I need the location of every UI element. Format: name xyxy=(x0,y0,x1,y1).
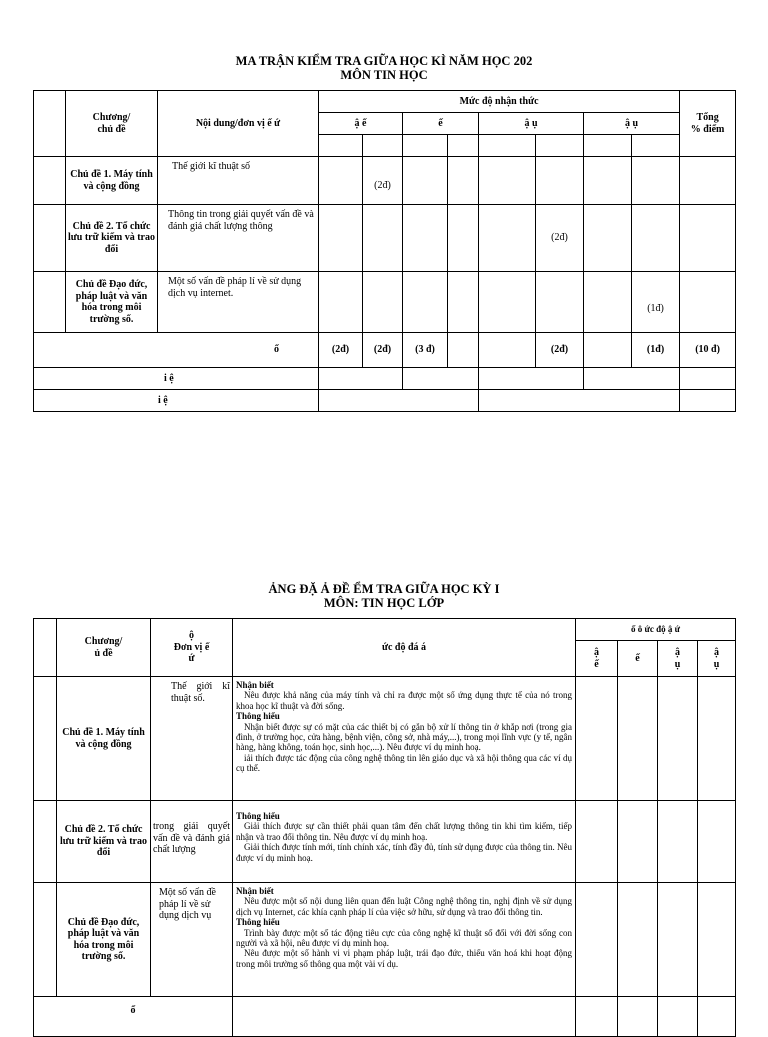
criteria-text: Nêu được một số hành vi vi phạm pháp luật, trái đạo đức, thiếu văn hoá khi hoạt động trong môi trường số thông qua một vài ví dụ. xyxy=(236,948,572,969)
table-cell xyxy=(403,368,479,390)
level-sub-4: ậ ụ xyxy=(584,113,680,135)
total-value: (2đ) xyxy=(363,333,403,368)
chapter-cell: Chủ đề Đạo đức, pháp luật và văn hóa trong môi trường số. xyxy=(66,272,158,333)
table-cell xyxy=(658,883,698,997)
criteria-heading: Thông hiểu xyxy=(236,711,280,722)
criteria-text: Nhận biết được sự có mặt của các thiết bị có gắn bộ xử lí thông tin ở khắp nơi (trong gia đình, ở trường học, cửa hàng, bệnh viện, công sở, nhà máy,...), trong mọi lĩnh vực (y tế, ngân hàng, hàng không, toán học, sinh học,...). Nêu được ví dụ minh hoạ. xyxy=(236,721,572,753)
table-cell xyxy=(479,272,536,333)
table-row xyxy=(34,205,736,272)
table-cell xyxy=(584,135,632,157)
total-label: ổ xyxy=(34,997,233,1037)
criteria-text: Giải thích được tính mới, tính chính xác, tính đầy đủ, tính sử dụng được của thông tin. Nêu được ví dụ minh hoạ. xyxy=(236,842,572,863)
count-sub-3: ậ ụ xyxy=(658,641,698,677)
criteria-text: Nêu được một số nội dung liên quan đến luật Công nghệ thông tin, nghị định về sử dụng dịch vụ Internet, các khía cạnh pháp lí của việc sở hữu, sử dụng và trao đổi thông tin. xyxy=(236,896,572,917)
level-sub-3: ậ ụ xyxy=(479,113,584,135)
table-cell xyxy=(584,333,632,368)
table-row xyxy=(34,677,736,801)
table-cell xyxy=(403,205,448,272)
table-cell xyxy=(658,997,698,1037)
criteria-header: ức độ đá á xyxy=(233,619,576,677)
table-cell xyxy=(680,368,736,390)
table-cell xyxy=(576,883,618,997)
table-cell xyxy=(403,135,448,157)
spec-subtitle: MÔN: TIN HỌC LỚP xyxy=(323,596,445,610)
table-cell xyxy=(632,135,680,157)
table-cell xyxy=(319,368,403,390)
table-cell xyxy=(658,801,698,883)
total-value: (2đ) xyxy=(319,333,363,368)
chapter-cell: Chủ đề 2. Tổ chức lưu trữ kiếm và trao đổi xyxy=(66,205,158,272)
table-cell xyxy=(319,390,479,412)
spec-table xyxy=(33,618,736,1037)
table-cell xyxy=(448,205,479,272)
percent-label: i ệ xyxy=(34,368,319,390)
table-cell xyxy=(680,272,736,333)
spec-title: ẢNG ĐẶ Ả ĐỀ ỂM TRA GIỮA HỌC KỲ I xyxy=(268,582,500,596)
chapter-header: Chương/ ủ đề xyxy=(57,619,151,677)
criteria-cell xyxy=(233,883,576,997)
score-cell: (2đ) xyxy=(363,157,403,205)
table-cell xyxy=(403,272,448,333)
chapter-cell: Chủ đề 1. Máy tính và cộng đồng xyxy=(66,157,158,205)
table-cell xyxy=(576,677,618,801)
table-cell xyxy=(584,368,680,390)
table-row xyxy=(34,801,736,883)
total-value: (3 đ) xyxy=(403,333,448,368)
table-cell xyxy=(536,272,584,333)
table-cell xyxy=(363,135,403,157)
table-cell xyxy=(576,997,618,1037)
table-cell xyxy=(479,157,536,205)
level-sub-1: ậ ế xyxy=(319,113,403,135)
criteria-text: Trình bày được một số tác động tiêu cực của công nghệ kĩ thuật số đối với đời sống con người và xã hội, nêu được ví dụ minh hoạ. xyxy=(236,927,572,949)
criteria-heading: Nhận biết xyxy=(236,886,274,896)
criteria-text: Nêu được khả năng của máy tính và chỉ ra được một số ứng dụng thực tế của nó trong khoa học kĩ thuật và đời sống. xyxy=(236,690,572,711)
table-cell xyxy=(448,157,479,205)
table-cell xyxy=(448,135,479,157)
table-cell xyxy=(698,883,736,997)
percent-row xyxy=(34,390,736,412)
unit-cell: Thế giới kĩ thuật số. xyxy=(151,677,233,801)
table-cell xyxy=(698,801,736,883)
table-cell xyxy=(632,205,680,272)
table-cell xyxy=(34,883,57,997)
criteria-text: iải thích được tác động của công nghệ thông tin lên giáo dục và xã hội thông qua các ví dụ cụ thể. xyxy=(236,752,572,774)
table-cell xyxy=(34,205,66,272)
table-cell xyxy=(698,677,736,801)
table-cell xyxy=(618,801,658,883)
criteria-cell xyxy=(233,677,576,801)
total-value: (10 đ) xyxy=(680,333,736,368)
level-header: Mức độ nhận thức xyxy=(319,91,680,113)
table-cell xyxy=(584,157,632,205)
table-cell xyxy=(680,205,736,272)
table-cell xyxy=(363,205,403,272)
table-cell xyxy=(680,157,736,205)
matrix-title: MA TRẬN KIỂM TRA GIỮA HỌC KÌ NĂM HỌC 202 xyxy=(235,54,533,68)
count-sub-2: ế xyxy=(618,641,658,677)
total-row xyxy=(34,997,736,1037)
table-cell xyxy=(34,157,66,205)
total-header: Tổng % điểm xyxy=(680,91,736,157)
unit-cell: trong giải quyết vấn đề và đánh giá chất lượng xyxy=(151,801,233,883)
table-cell xyxy=(479,390,680,412)
table-cell xyxy=(34,801,57,883)
table-cell xyxy=(536,135,584,157)
matrix-table xyxy=(33,90,736,412)
criteria-cell xyxy=(233,801,576,883)
criteria-text: Giải thích được sự cần thiết phải quan tâm đến chất lượng thông tin khi tìm kiếm, tiếp nhận và trao đổi thông tin. Nêu được ví dụ minh hoạ. xyxy=(236,821,572,842)
total-value: (1đ) xyxy=(632,333,680,368)
table-row xyxy=(34,272,736,333)
total-value: (2đ) xyxy=(536,333,584,368)
unit-cell: Một số vấn đề pháp lí về sử dụng dịch vụ xyxy=(151,883,233,997)
table-cell xyxy=(618,677,658,801)
table-cell xyxy=(584,272,632,333)
matrix-subtitle: MÔN TIN HỌC xyxy=(340,68,428,82)
table-cell xyxy=(233,997,576,1037)
table-cell xyxy=(479,205,536,272)
table-cell xyxy=(576,801,618,883)
percent-label: i ệ xyxy=(34,390,319,412)
table-cell xyxy=(319,205,363,272)
content-cell: Thế giới kĩ thuật số xyxy=(158,157,319,205)
table-row xyxy=(34,883,736,997)
stt-header xyxy=(34,619,57,677)
level-sub-2: ế xyxy=(403,113,479,135)
criteria-heading: Thông hiểu xyxy=(236,811,280,821)
table-row xyxy=(34,157,736,205)
score-cell: (2đ) xyxy=(536,205,584,272)
chapter-header: Chương/ chủ đề xyxy=(66,91,158,157)
content-cell: Một số vấn đề pháp lí về sử dụng dịch vụ internet. xyxy=(158,272,319,333)
content-cell: Thông tin trong giải quyết vấn đề và đánh giá chất lượng thông xyxy=(158,205,319,272)
table-cell xyxy=(632,157,680,205)
total-label: ổ xyxy=(34,333,319,368)
table-cell xyxy=(584,205,632,272)
table-cell xyxy=(479,368,584,390)
table-cell xyxy=(680,390,736,412)
table-cell xyxy=(479,333,536,368)
chapter-cell: Chủ đề 1. Máy tính và cộng đồng xyxy=(57,677,151,801)
count-header: ố ô ức độ ậ ứ xyxy=(576,619,736,641)
total-row xyxy=(34,333,736,368)
table-cell xyxy=(479,135,536,157)
table-cell xyxy=(319,157,363,205)
table-cell xyxy=(34,677,57,801)
content-header: Nội dung/đơn vị ế ứ xyxy=(158,91,319,157)
table-cell xyxy=(536,157,584,205)
table-cell xyxy=(363,272,403,333)
table-cell xyxy=(403,157,448,205)
chapter-cell: Chủ đề Đạo đức, pháp luật và văn hóa trong môi trường số. xyxy=(57,883,151,997)
table-cell xyxy=(618,883,658,997)
count-sub-1: ậ ế xyxy=(576,641,618,677)
table-cell xyxy=(448,272,479,333)
chapter-cell: Chủ đề 2. Tổ chức lưu trữ kiếm và trao đổi xyxy=(57,801,151,883)
stt-header xyxy=(34,91,66,157)
percent-row xyxy=(34,368,736,390)
table-cell xyxy=(658,677,698,801)
criteria-heading: Thông hiểu xyxy=(236,917,280,928)
table-cell xyxy=(698,997,736,1037)
table-cell xyxy=(448,333,479,368)
table-cell xyxy=(319,272,363,333)
criteria-heading: Nhận biết xyxy=(236,680,274,690)
count-sub-4: ậ ụ xyxy=(698,641,736,677)
table-cell xyxy=(618,997,658,1037)
unit-header: ộ Đơn vị ế ứ xyxy=(151,619,233,677)
table-cell xyxy=(319,135,363,157)
table-cell xyxy=(34,272,66,333)
score-cell: (1đ) xyxy=(632,272,680,333)
